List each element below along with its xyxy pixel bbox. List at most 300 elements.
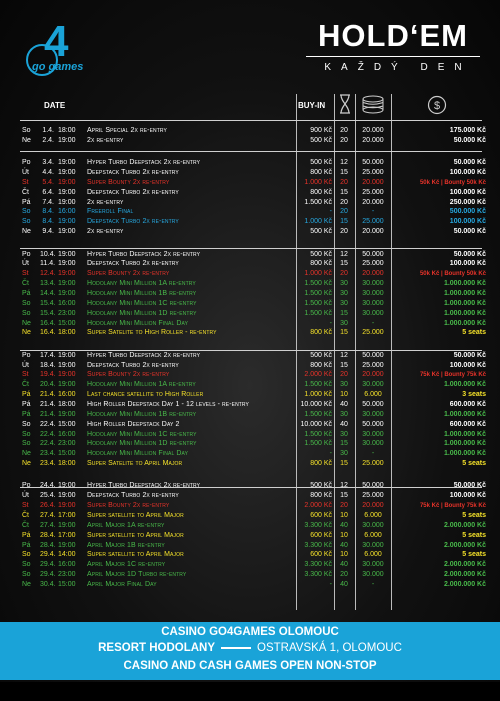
footer-open-hours: CASINO AND CASH GAMES OPEN NON-STOP: [123, 660, 377, 672]
row-starting-stack: 30.000: [362, 299, 384, 307]
row-date: 15.4.: [40, 309, 56, 317]
row-buyin: -: [329, 319, 332, 327]
row-day: So: [22, 127, 31, 134]
row-date: 20.4.: [40, 381, 56, 389]
row-buyin: 900 Kč: [310, 127, 332, 134]
row-day: So: [22, 299, 31, 307]
row-event-name: Deepstack Turbo 2x re-entry: [87, 260, 179, 268]
row-time: 19:00: [58, 198, 76, 206]
row-event-name: Hodolany Mini Million 1C re-entry: [87, 430, 197, 438]
row-buyin: 500 Kč: [310, 482, 332, 490]
row-buyin: 3.300 Kč: [304, 561, 332, 569]
row-level-minutes: 10: [340, 551, 348, 559]
row-guarantee: 1.000.000 Kč: [443, 440, 486, 448]
row-starting-stack: 6.000: [364, 551, 382, 559]
row-date: 8.4.: [42, 218, 54, 226]
table-row: [0, 400, 500, 410]
row-event-name: Hyper Turbo Deepstack 2x re-entry: [87, 159, 201, 167]
row-date: 18.4.: [40, 361, 56, 369]
row-time: 19:00: [58, 260, 76, 268]
row-day: So: [22, 218, 31, 226]
row-guarantee: 1.000.000 Kč: [443, 450, 486, 458]
row-event-name: April Major 1D Turbo re-entry: [87, 571, 187, 578]
row-time: 18:00: [58, 460, 76, 467]
row-time: 23:00: [58, 571, 76, 578]
row-buyin: 500 Kč: [310, 351, 332, 359]
row-day: Čt: [22, 511, 29, 519]
footer-resort: RESORT HODOLANY: [98, 642, 216, 654]
row-time: 19:00: [58, 136, 76, 144]
row-event-name: Deepstack Turbo 2x re-entry: [87, 361, 179, 369]
row-day: Po: [22, 250, 31, 258]
row-buyin: 1.500 Kč: [304, 309, 332, 317]
row-event-name: Deepstack Turbo 2x re-entry: [87, 169, 179, 176]
table-row: [0, 136, 500, 146]
page-title: HOLD‘EM: [318, 18, 468, 53]
row-time: 19:00: [58, 381, 76, 389]
row-event-name: Hodolany Mini Million 1C re-entry: [87, 299, 197, 307]
hourglass-icon: [338, 94, 352, 114]
table-row: [0, 541, 500, 551]
row-day: Pá: [22, 541, 31, 549]
table-row: [0, 370, 500, 380]
row-date: 23.4.: [40, 460, 56, 467]
table-row: [0, 380, 500, 390]
column-header-date: DATE: [44, 101, 66, 110]
row-time: 19:00: [58, 289, 76, 297]
table-row: [0, 481, 500, 491]
row-starting-stack: 30.000: [362, 430, 384, 438]
row-guarantee: 5 seats: [462, 460, 486, 467]
row-time: 15:00: [58, 580, 76, 588]
row-level-minutes: 30: [340, 381, 348, 389]
row-level-minutes: 12: [340, 351, 348, 359]
row-day: Čt: [22, 381, 29, 389]
row-level-minutes: 10: [340, 391, 348, 399]
row-buyin: -: [329, 450, 332, 458]
row-day: So: [22, 571, 31, 578]
row-event-name: Deepstack Turbo 2x re-entry: [87, 188, 179, 196]
svg-text:$: $: [433, 100, 441, 112]
row-starting-stack: 50.000: [362, 400, 384, 408]
row-event-name: Hodolany Mini Million Final Day: [87, 319, 189, 327]
row-starting-stack: 25.000: [362, 260, 384, 268]
row-date: 23.4.: [40, 450, 56, 458]
row-time: 19:00: [58, 410, 76, 418]
row-buyin: 1.500 Kč: [304, 410, 332, 418]
table-row: [0, 580, 500, 590]
row-level-minutes: 20: [340, 228, 348, 236]
row-starting-stack: 25.000: [362, 460, 384, 467]
row-time: 18:00: [58, 127, 76, 134]
row-day: Ne: [22, 319, 31, 327]
table-row: [0, 511, 500, 521]
row-starting-stack: 30.000: [362, 440, 384, 448]
row-day: Po: [22, 351, 31, 359]
row-date: 30.4.: [40, 580, 56, 588]
row-day: Pá: [22, 289, 31, 297]
table-row: [0, 328, 500, 338]
row-level-minutes: 20: [340, 208, 348, 216]
row-buyin: 600 Kč: [310, 551, 332, 559]
row-time: 19:00: [58, 541, 76, 549]
row-event-name: Super Bounty 2x re-entry: [87, 270, 170, 278]
row-day: Pá: [22, 198, 31, 206]
row-guarantee: 100.000 Kč: [449, 169, 486, 176]
row-event-name: Super satellite to April Major: [87, 551, 184, 559]
row-buyin: 1.500 Kč: [304, 280, 332, 288]
row-date: 15.4.: [40, 299, 56, 307]
row-buyin: 600 Kč: [310, 511, 332, 519]
table-row: [0, 449, 500, 459]
table-row: [0, 126, 500, 136]
row-buyin: 3.300 Kč: [304, 571, 332, 578]
row-guarantee: 1.000.000 Kč: [443, 410, 486, 418]
row-buyin: 1.500 Kč: [304, 430, 332, 438]
row-time: 17:00: [58, 531, 76, 539]
row-guarantee: 100.000 Kč: [449, 188, 486, 196]
row-event-name: Super satellite to April Major: [87, 511, 184, 519]
row-level-minutes: 15: [340, 492, 348, 500]
row-day: Pá: [22, 531, 31, 539]
row-date: 8.4.: [42, 208, 54, 216]
row-date: 27.4.: [40, 521, 56, 529]
row-time: 19:00: [58, 502, 76, 510]
row-date: 21.4.: [40, 391, 56, 399]
row-day: Ne: [22, 228, 31, 236]
row-time: 19:00: [58, 178, 76, 186]
row-time: 19:00: [58, 250, 76, 258]
row-buyin: 500 Kč: [310, 250, 332, 258]
row-date: 19.4.: [40, 371, 56, 379]
row-guarantee: 5 seats: [462, 551, 486, 559]
row-date: 21.4.: [40, 400, 56, 408]
row-event-name: Hodolany Mini Million 1B re-entry: [87, 289, 197, 297]
table-row: [0, 459, 500, 469]
row-guarantee: 50.000 Kč: [453, 136, 486, 144]
row-guarantee: 1.000.000 Kč: [443, 319, 486, 327]
row-starting-stack: 50.000: [362, 420, 384, 428]
row-guarantee: 250.000 Kč: [449, 198, 486, 206]
row-guarantee: 100.000 Kč: [449, 260, 486, 268]
row-day: So: [22, 430, 31, 438]
row-day: St: [22, 178, 29, 186]
row-day: Út: [22, 361, 29, 369]
row-date: 4.4.: [42, 169, 54, 176]
row-time: 19:00: [58, 521, 76, 529]
row-level-minutes: 20: [340, 127, 348, 134]
row-time: 19:00: [58, 169, 76, 176]
row-event-name: 2x re-entry: [87, 198, 124, 206]
logo-text: go games: [32, 61, 84, 73]
row-event-name: Super satellite to April Major: [87, 531, 184, 539]
row-starting-stack: 25.000: [362, 218, 384, 226]
row-level-minutes: 15: [340, 309, 348, 317]
table-row: [0, 570, 500, 580]
row-time: 19:00: [58, 218, 76, 226]
row-day: Ne: [22, 329, 31, 337]
row-time: 19:00: [58, 492, 76, 500]
row-event-name: April Major 1B re-entry: [87, 541, 165, 549]
table-row: [0, 217, 500, 227]
row-time: 16:00: [58, 561, 76, 569]
row-level-minutes: 30: [340, 289, 348, 297]
go4games-logo: [22, 18, 114, 76]
row-buyin: 1.500 Kč: [304, 299, 332, 307]
table-row: [0, 351, 500, 361]
row-date: 28.4.: [40, 531, 56, 539]
row-guarantee: 100.000 Kč: [449, 218, 486, 226]
row-event-name: 2x re-entry: [87, 228, 124, 236]
row-buyin: 1.000 Kč: [304, 178, 332, 186]
row-date: 27.4.: [40, 511, 56, 519]
row-level-minutes: 15: [340, 460, 348, 467]
row-guarantee: 5 seats: [462, 329, 486, 337]
row-day: So: [22, 440, 31, 448]
row-day: Čt: [22, 188, 29, 196]
row-time: 23:00: [58, 309, 76, 317]
row-separator: [20, 120, 482, 121]
row-level-minutes: 20: [340, 198, 348, 206]
row-level-minutes: 40: [340, 541, 348, 549]
row-date: 21.4.: [40, 410, 56, 418]
row-starting-stack: 50.000: [362, 482, 384, 490]
row-level-minutes: 40: [340, 420, 348, 428]
row-guarantee: 50.000 Kč: [453, 482, 486, 490]
prize-coin-icon: [427, 95, 447, 115]
row-date: 11.4.: [40, 260, 56, 268]
row-event-name: Hodolany Mini Million 1D re-entry: [87, 309, 197, 317]
table-row: [0, 198, 500, 208]
row-buyin: 3.300 Kč: [304, 541, 332, 549]
row-event-name: Super Bounty 2x re-entry: [87, 502, 170, 510]
row-day: Ne: [22, 136, 31, 144]
row-starting-stack: 30.000: [362, 561, 384, 569]
row-guarantee: 5 seats: [462, 511, 486, 519]
row-date: 10.4.: [40, 250, 56, 258]
row-guarantee: 1.000.000 Kč: [443, 299, 486, 307]
row-guarantee: 5 seats: [462, 531, 486, 539]
footer-dash: [221, 647, 251, 649]
row-guarantee: 600.000 Kč: [449, 400, 486, 408]
row-date: 14.4.: [40, 289, 56, 297]
row-time: 16:00: [58, 299, 76, 307]
row-level-minutes: 30: [340, 280, 348, 288]
row-starting-stack: -: [371, 208, 375, 216]
row-buyin: 800 Kč: [310, 188, 332, 196]
row-level-minutes: 15: [340, 260, 348, 268]
row-guarantee: 2.000.000 Kč: [443, 561, 486, 569]
row-starting-stack: -: [371, 580, 375, 588]
row-event-name: Super Satelite to April Major: [87, 460, 183, 467]
row-day: Út: [22, 169, 29, 176]
row-time: 19:00: [58, 159, 76, 167]
row-starting-stack: 50.000: [362, 351, 384, 359]
row-time: 19:00: [58, 270, 76, 278]
row-buyin: 800 Kč: [310, 329, 332, 337]
row-date: 5.4.: [42, 178, 54, 186]
table-row: [0, 319, 500, 329]
row-date: 9.4.: [42, 228, 54, 236]
row-time: 16:00: [58, 208, 76, 216]
row-buyin: 500 Kč: [310, 228, 332, 236]
row-level-minutes: 20: [340, 502, 348, 510]
row-event-name: Hodolany Mini Million 1D re-entry: [87, 440, 197, 448]
row-date: 26.4.: [40, 502, 56, 510]
row-day: Pá: [22, 391, 31, 399]
table-row: [0, 207, 500, 217]
row-buyin: 10.000 Kč: [300, 420, 332, 428]
row-level-minutes: 40: [340, 561, 348, 569]
row-buyin: 10.000 Kč: [300, 400, 332, 408]
row-starting-stack: 20.000: [362, 371, 384, 379]
row-guarantee: 1.000.000 Kč: [443, 289, 486, 297]
row-event-name: Super Bounty 2x re-entry: [87, 371, 170, 379]
row-level-minutes: 15: [340, 361, 348, 369]
row-buyin: 3.300 Kč: [304, 521, 332, 529]
row-time: 19:00: [58, 280, 76, 288]
row-level-minutes: 40: [340, 580, 348, 588]
row-event-name: Freeroll Final: [87, 208, 134, 216]
row-starting-stack: 6.000: [364, 391, 382, 399]
row-event-name: Super Satelite to High Roller - re-entry: [87, 329, 217, 337]
row-day: Čt: [22, 280, 29, 288]
row-date: 22.4.: [40, 430, 56, 438]
footer-address: [0, 642, 500, 654]
row-starting-stack: 25.000: [362, 169, 384, 176]
row-starting-stack: 6.000: [364, 531, 382, 539]
row-time: 19:00: [58, 371, 76, 379]
row-date: 22.4.: [40, 440, 56, 448]
table-row: [0, 168, 500, 178]
row-day: Čt: [22, 521, 29, 529]
row-date: 24.4.: [40, 482, 56, 490]
table-row: [0, 158, 500, 168]
table-row: [0, 420, 500, 430]
row-event-name: April Major 1A re-entry: [87, 521, 165, 529]
row-day: So: [22, 420, 31, 428]
row-date: 25.4.: [40, 492, 56, 500]
row-day: Út: [22, 492, 29, 500]
row-buyin: 1.500 Kč: [304, 289, 332, 297]
row-time: 19:00: [58, 351, 76, 359]
row-starting-stack: 20.000: [362, 198, 384, 206]
row-level-minutes: 15: [340, 440, 348, 448]
row-guarantee: 75k Kč | Bounty 75k Kč: [419, 503, 486, 510]
table-row: [0, 410, 500, 420]
row-day: St: [22, 270, 29, 278]
table-row: [0, 178, 500, 188]
row-date: 12.4.: [40, 270, 56, 278]
page-subtitle: KAŽDÝ DEN: [324, 62, 472, 73]
row-event-name: Hodolany Mini Million 1A re-entry: [87, 381, 196, 389]
row-level-minutes: 10: [340, 531, 348, 539]
row-buyin: 800 Kč: [310, 460, 332, 467]
row-level-minutes: 20: [340, 371, 348, 379]
table-row: [0, 250, 500, 260]
row-buyin: -: [329, 208, 332, 216]
row-day: Pá: [22, 410, 31, 418]
row-level-minutes: 40: [340, 400, 348, 408]
row-time: 15:00: [58, 420, 76, 428]
row-event-name: Deepstack Turbo 2x re-entry: [87, 218, 179, 226]
row-guarantee: 50.000 Kč: [453, 159, 486, 167]
row-guarantee: 1.000.000 Kč: [443, 280, 486, 288]
row-level-minutes: 20: [340, 178, 348, 186]
title-block: [304, 20, 482, 73]
table-row: [0, 430, 500, 440]
row-date: 6.4.: [42, 188, 54, 196]
row-event-name: Hodolany Mini Million 1A re-entry: [87, 280, 196, 288]
row-buyin: 600 Kč: [310, 531, 332, 539]
row-event-name: Hodolany Mini Million Final Day: [87, 450, 189, 458]
chips-icon: [361, 94, 385, 116]
row-guarantee: 1.000.000 Kč: [443, 309, 486, 317]
footer-casino-name: CASINO GO4GAMES OLOMOUC: [161, 626, 339, 638]
row-buyin: 1.000 Kč: [304, 270, 332, 278]
table-row: [0, 491, 500, 501]
row-guarantee: 75k Kč | Bounty 75k Kč: [419, 372, 486, 379]
row-date: 22.4.: [40, 420, 56, 428]
row-day: Ne: [22, 580, 31, 588]
row-day: So: [22, 561, 31, 569]
column-header-buyin: BUY-IN: [298, 101, 326, 110]
row-buyin: 1.500 Kč: [304, 198, 332, 206]
row-guarantee: 1.000.000 Kč: [443, 381, 486, 389]
row-level-minutes: 10: [340, 511, 348, 519]
row-starting-stack: -: [371, 319, 375, 327]
row-guarantee: 175.000 Kč: [449, 127, 486, 134]
row-separator: [20, 151, 482, 152]
table-row: [0, 501, 500, 511]
table-row: [0, 531, 500, 541]
row-event-name: Last chance satellite to High Roller: [87, 391, 204, 399]
table-row: [0, 521, 500, 531]
row-date: 29.4.: [40, 571, 56, 578]
row-buyin: 1.000 Kč: [304, 218, 332, 226]
row-day: St: [22, 371, 29, 379]
row-buyin: 1.500 Kč: [304, 381, 332, 389]
row-buyin: 1.000 Kč: [304, 391, 332, 399]
row-level-minutes: 15: [340, 188, 348, 196]
row-date: 2.4.: [42, 136, 54, 144]
row-time: 23:00: [58, 440, 76, 448]
row-date: 16.4.: [40, 329, 56, 337]
row-time: 19:00: [58, 482, 76, 490]
row-starting-stack: 30.000: [362, 521, 384, 529]
row-starting-stack: 25.000: [362, 329, 384, 337]
row-buyin: 800 Kč: [310, 361, 332, 369]
row-buyin: 1.500 Kč: [304, 440, 332, 448]
row-time: 19:00: [58, 361, 76, 369]
row-guarantee: 1.000.000 Kč: [443, 430, 486, 438]
row-event-name: April Major Final Day: [87, 580, 157, 588]
row-starting-stack: 30.000: [362, 280, 384, 288]
row-level-minutes: 12: [340, 159, 348, 167]
table-row: [0, 227, 500, 237]
row-day: So: [22, 309, 31, 317]
row-buyin: 2.000 Kč: [304, 502, 332, 510]
row-event-name: Hodolany Mini Million 1B re-entry: [87, 410, 197, 418]
row-starting-stack: 25.000: [362, 492, 384, 500]
row-day: Út: [22, 260, 29, 268]
row-day: Po: [22, 482, 31, 490]
row-guarantee: 50.000 Kč: [453, 250, 486, 258]
row-date: 1.4.: [42, 127, 54, 134]
row-date: 7.4.: [42, 198, 54, 206]
row-starting-stack: 20.000: [362, 270, 384, 278]
row-guarantee: 500.000 Kč: [449, 208, 486, 216]
